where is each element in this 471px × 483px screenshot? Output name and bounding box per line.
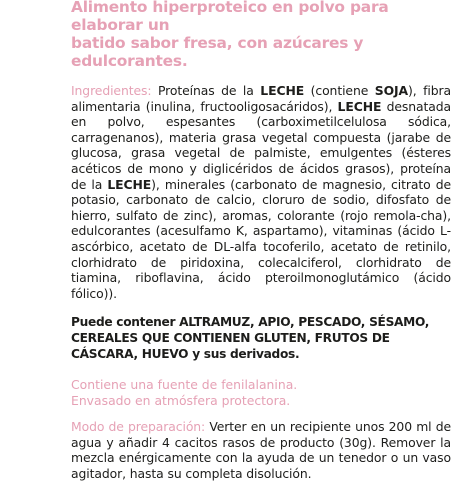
- preparation-label: Modo de preparación:: [71, 419, 206, 435]
- packaging-note: Envasado en atmósfera protectora.: [71, 393, 291, 409]
- allergen-warning: Puede contener ALTRAMUZ, APIO, PESCADO, SÉSAMO, CEREALES QUE CONTIENEN GLUTEN, FRUTOS DE CÁSCARA, HUEVO y sus derivados.: [71, 315, 430, 361]
- ingredient-allergen-leche-2: LECHE: [337, 98, 382, 114]
- ingredients-text-4: desnatada en polvo, espesantes (carboximetilcelulosa sódica, carragenanos), materia grasa vegetal compuesta (jarabe de glucosa, grasa vegetal de palmiste, emulgentes (ésteres acéticos de mono y diglicéridos de ácidos grasos), proteína de la: [71, 98, 451, 192]
- ingredients-text-3: ), fibra alimentaria (inulina, fructooligosacáridos),: [71, 83, 452, 114]
- product-title-line-2: batido sabor fresa, con azúcares y edulcorantes.: [71, 34, 364, 70]
- product-title: [71, 0, 451, 70]
- phenylalanine-note: Contiene una fuente de fenilalanina.: [71, 377, 298, 393]
- preparation-text: Verter en un recipiente unos 200 ml de agua y añadir 4 cacitos rasos de producto (30g). Remover la mezcla enérgicamente con la ayuda de un tenedor o un vaso agitador, hasta su completa disolución.: [71, 419, 451, 481]
- ingredients-section: [71, 83, 451, 301]
- ingredient-allergen-soja: SOJA: [374, 83, 409, 98]
- preparation-section: [71, 419, 451, 481]
- product-title-line-1: Alimento hiperproteico en polvo para elaborar un: [71, 0, 389, 34]
- ingredients-text-1: Proteínas de la: [151, 83, 261, 98]
- ingredient-allergen-leche-1: LECHE: [260, 83, 305, 98]
- ingredients-label: Ingredientes:: [71, 83, 152, 98]
- notes-section: [71, 377, 451, 409]
- ingredient-allergen-leche-3: LECHE: [107, 176, 152, 192]
- ingredients-text-2: (contiene: [304, 83, 375, 98]
- ingredients-text-5: ), minerales (carbonato de magnesio, citrato de potasio, carbonato de calcio, cloruro de sodio, difosfato de hierro, sulfato de zinc), aromas, colorante (rojo remola-cha), edulcorantes (acesulfamo K, aspartamo), vitaminas (ácido L-ascórbico, acetato de DL-alfa tocoferilo, acetato de retinilo, clorhidrato de piridoxina, colecalciferol, clorhidrato de tiamina, riboflavina, ácido pteroilmonoglutámico (ácido fólico)).: [71, 176, 451, 301]
